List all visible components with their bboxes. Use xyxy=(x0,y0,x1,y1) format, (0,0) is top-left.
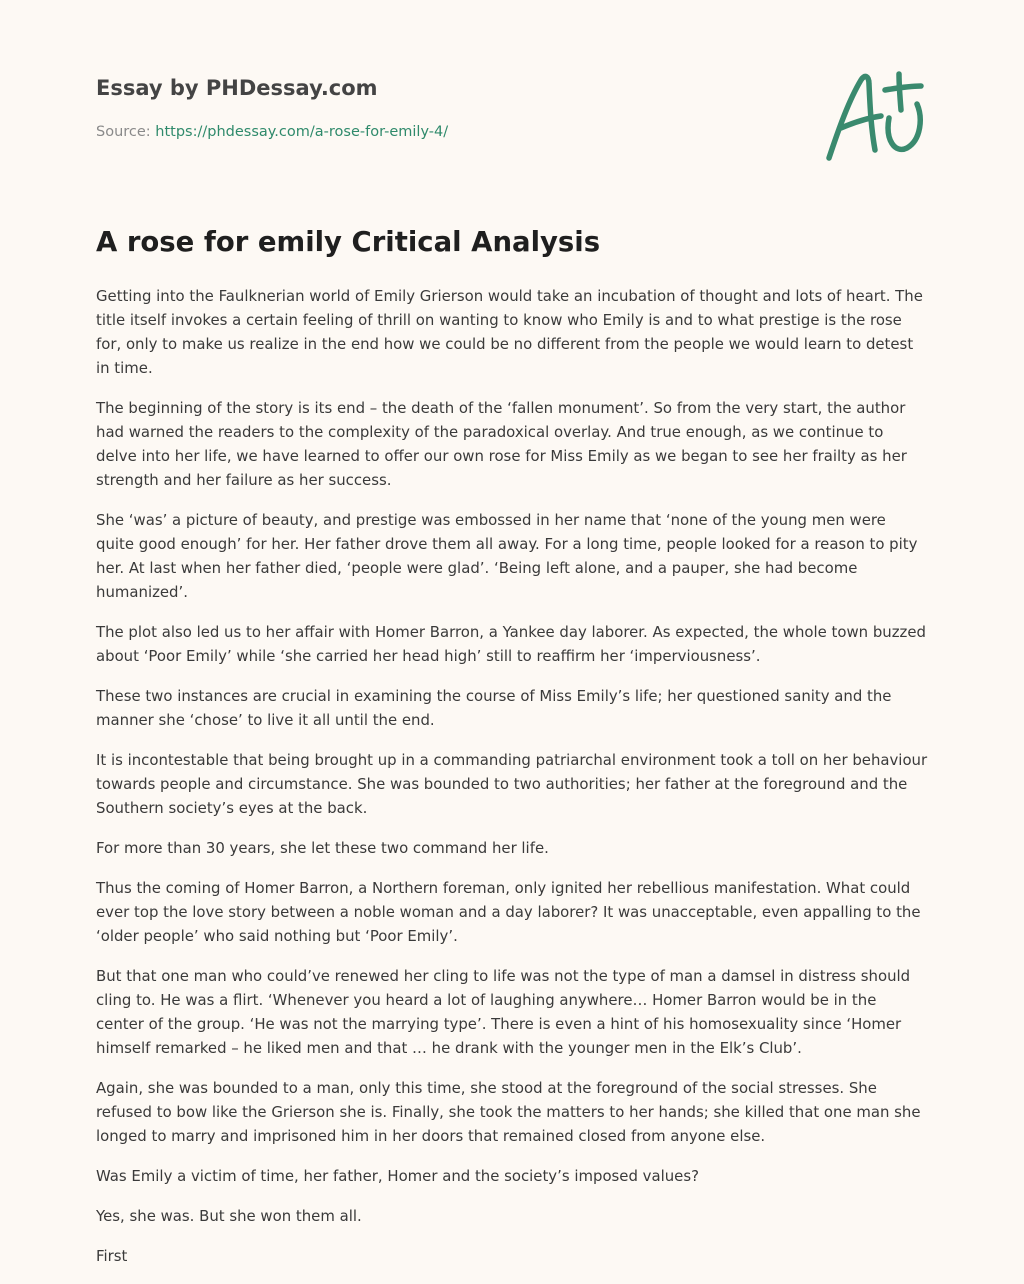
essay-paragraph: It is incontestable that being brought up in a commanding patriarchal environment took a toll on her behaviour towards people and circumstance. She was bounded to two authorities; her father at the foreground and the Southern society’s eyes at the back. xyxy=(96,751,928,817)
site-title: Essay by PHDessay.com xyxy=(96,76,378,100)
essay-paragraph: Getting into the Faulknerian world of Emily Grierson would take an incubation of thought and lots of heart. The title itself invokes a certain feeling of thrill on wanting to know who Emily is and to what prestige is the rose for, only to make us realize in the end how we could be no different from the people we would learn to detest in time. xyxy=(96,287,923,377)
source-link[interactable]: https://phdessay.com/a-rose-for-emily-4/ xyxy=(155,124,449,140)
essay-paragraph: The plot also led us to her affair with Homer Barron, a Yankee day laborer. As expected, the whole town buzzed about ‘Poor Emily’ while ‘she carried her head high’ still to reaffirm her ‘imperviousness’. xyxy=(96,623,926,665)
essay-paragraph: She ‘was’ a picture of beauty, and prestige was embossed in her name that ‘none of the young men were quite good enough’ for her. Her father drove them all away. For a long time, people looked for a reason to pity her. At last when her father died, ‘people were glad’. ‘Being left alone, and a pauper, she had become humanized’. xyxy=(96,511,918,601)
essay-paragraph: Thus the coming of Homer Barron, a Northern foreman, only ignited her rebellious manifestation. What could ever top the love story between a noble woman and a day laborer? It was unacceptable, even appalling to the ‘older people’ who said nothing but ‘Poor Emily’. xyxy=(96,879,921,945)
essay-body xyxy=(96,284,928,1284)
essay-paragraph: Again, she was bounded to a man, only this time, she stood at the foreground of the social stresses. She refused to bow like the Grierson she is. Finally, she took the matters to her hands; she killed that one man she longed to marry and imprisoned him in her doors that remained closed from anyone else. xyxy=(96,1079,921,1145)
source-line xyxy=(96,124,448,140)
essay-paragraph: Was Emily a victim of time, her father, Homer and the society’s imposed values? xyxy=(96,1167,699,1185)
essay-paragraph: But that one man who could’ve renewed her cling to life was not the type of man a damsel in distress should cling to. He was a flirt. ‘Whenever you heard a lot of laughing anywhere… Homer Barron would be in the center of the group. ‘He was not the marrying type’. There is even a hint of his homosexuality since ‘Homer himself remarked – he liked men and that … he drank with the younger men in the Elk’s Club’. xyxy=(96,967,911,1057)
essay-paragraph: The beginning of the story is its end – the death of the ‘fallen monument’. So from the very start, the author had warned the readers to the complexity of the paradoxical overlay. And true enough, as we continue to delve into her life, we have learned to offer our own rose for Miss Emily as we began to see her frailty as her strength and her failure as her success. xyxy=(96,399,907,489)
a-plus-logo-icon xyxy=(825,66,929,166)
essay-paragraph: For more than 30 years, she let these two command her life. xyxy=(96,839,549,857)
source-label: Source: xyxy=(96,124,151,140)
essay-paragraph: Yes, she was. But she won them all. xyxy=(96,1207,362,1225)
essay-paragraph: These two instances are crucial in examining the course of Miss Emily’s life; her questioned sanity and the manner she ‘chose’ to live it all until the end. xyxy=(96,687,892,729)
essay-title: A rose for emily Critical Analysis xyxy=(96,226,601,258)
essay-paragraph: First xyxy=(96,1247,128,1265)
